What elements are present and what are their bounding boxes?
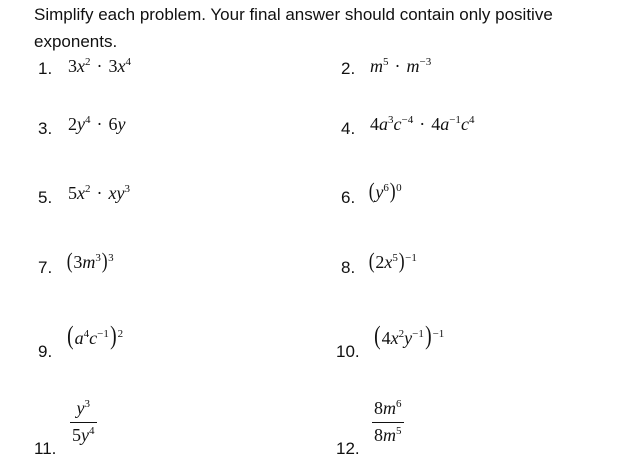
instructions-line-1: Simplify each problem. Your final answer should contain only positive	[34, 5, 553, 24]
problem-9-number: 9.	[38, 342, 53, 361]
problem-5-number: 5.	[38, 188, 53, 207]
problem-12-number: 12.	[336, 439, 360, 458]
problem-11-numerator: $y^3$	[76, 397, 90, 418]
problem-7-expression: $(3m^3)^3$	[66, 248, 114, 273]
problem-2-number: 2.	[341, 59, 356, 78]
problem-12-numerator: $8m^6$	[374, 397, 402, 418]
problem-12-expression	[372, 398, 404, 446]
problem-7-number: 7.	[38, 258, 53, 277]
instructions-line-2: exponents.	[34, 32, 118, 51]
problem-4-number: 4.	[341, 119, 356, 138]
instructions	[34, 1, 553, 55]
problem-9-expression: $(a^4c^{-1})^2$	[67, 321, 124, 350]
problem-6-number: 6.	[341, 188, 356, 207]
problem-10-expression: $(4x^2y^{-1})^{-1}$	[374, 321, 445, 350]
problem-12-denominator: $8m^5$	[374, 424, 402, 445]
problem-8-expression: $(2x^5)^{-1}$	[368, 248, 417, 273]
problem-6-expression: $(y^6)^0$	[368, 178, 402, 203]
problem-11-denominator: $5y^4$	[72, 424, 95, 445]
problem-5-expression: $5x^2 \cdot xy^3$	[68, 182, 130, 203]
problem-3-expression: $2y^4 \cdot 6y$	[68, 113, 126, 134]
problem-2-expression: $m^5 \cdot m^{-3}$	[370, 55, 432, 76]
fraction-bar	[372, 422, 404, 423]
problem-4-expression: $4a^3c^{-4} \cdot 4a^{-1}c^4$	[370, 113, 475, 134]
problem-8-number: 8.	[341, 258, 356, 277]
problem-1-expression: $3x^2 \cdot 3x^4$	[68, 55, 131, 76]
problem-3-number: 3.	[38, 119, 53, 138]
problem-11-expression	[70, 398, 97, 446]
problem-10-number: 10.	[336, 342, 360, 361]
problem-1-number: 1.	[38, 59, 53, 78]
fraction-bar	[70, 422, 97, 423]
problem-11-number: 11.	[34, 439, 57, 458]
